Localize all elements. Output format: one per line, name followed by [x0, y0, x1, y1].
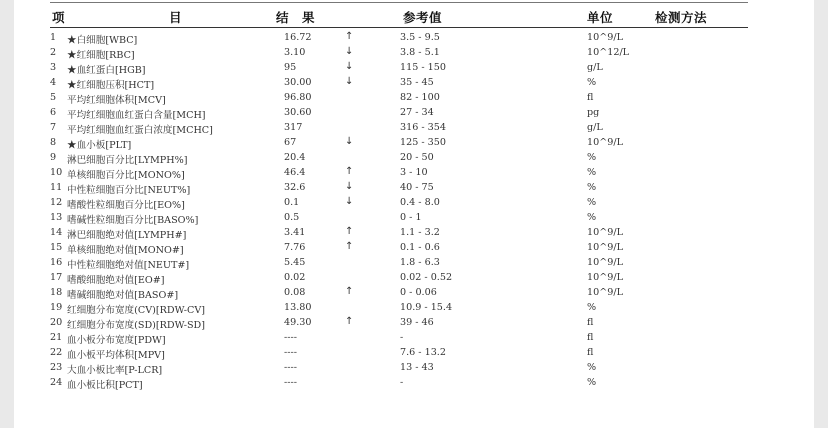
table-row [14, 301, 814, 316]
test-unit: fl [587, 332, 594, 343]
test-result: 0.08 [284, 287, 306, 298]
abnormal-flag: ↓ [345, 46, 354, 57]
test-result: 95 [284, 62, 297, 73]
test-name: 淋巴细胞百分比[LYMPH%] [67, 155, 188, 166]
test-unit: % [587, 167, 597, 178]
test-name: ★白细胞[WBC] [67, 35, 138, 46]
table-row [14, 316, 814, 331]
reference-range: 39 - 46 [400, 317, 434, 328]
test-unit: % [587, 152, 597, 163]
report-page [14, 0, 814, 428]
abnormal-flag: ↑ [345, 316, 354, 327]
row-number: 18 [50, 287, 63, 298]
header-item: 项 目 [52, 10, 183, 25]
row-number: 16 [50, 257, 63, 268]
abnormal-flag: ↑ [345, 286, 354, 297]
row-number: 9 [50, 152, 57, 163]
test-result: 5.45 [284, 257, 306, 268]
test-result: 0.5 [284, 212, 300, 223]
test-name: 平均红细胞血红蛋白浓度[MCHC] [67, 125, 213, 136]
test-unit: % [587, 302, 597, 313]
table-row [14, 91, 814, 106]
row-number: 6 [50, 107, 57, 118]
reference-range: 0.02 - 0.52 [400, 272, 453, 283]
table-row [14, 196, 814, 211]
reference-range: 0.4 - 8.0 [400, 197, 440, 208]
test-name: 中性粒细胞百分比[NEUT%] [67, 185, 191, 196]
test-result: 32.6 [284, 182, 306, 193]
reference-range: 40 - 75 [400, 182, 434, 193]
header-method: 检测方法 [655, 10, 708, 25]
test-result: 96.80 [284, 92, 312, 103]
row-number: 13 [50, 212, 63, 223]
reference-range: 3.5 - 9.5 [400, 32, 440, 43]
test-unit: % [587, 77, 597, 88]
test-unit: % [587, 362, 597, 373]
table-row [14, 256, 814, 271]
row-number: 4 [50, 77, 57, 88]
test-name: 单核细胞百分比[MONO%] [67, 170, 185, 181]
row-number: 22 [50, 347, 63, 358]
row-number: 17 [50, 272, 63, 283]
test-name: 平均红细胞体积[MCV] [67, 95, 166, 106]
test-result: 7.76 [284, 242, 306, 253]
row-number: 14 [50, 227, 63, 238]
test-name: 平均红细胞血红蛋白含量[MCH] [67, 110, 206, 121]
test-name: 嗜碱性粒细胞百分比[BASO%] [67, 215, 199, 226]
row-number: 23 [50, 362, 63, 373]
header-reference: 参考值 [403, 10, 443, 25]
reference-range: 0.1 - 0.6 [400, 242, 440, 253]
test-name: 嗜酸性粒细胞百分比[EO%] [67, 200, 185, 211]
reference-range: 20 - 50 [400, 152, 434, 163]
abnormal-flag: ↑ [345, 241, 354, 252]
test-name: 血小板比积[PCT] [67, 380, 143, 391]
test-name: 血小板平均体积[MPV] [67, 350, 165, 361]
reference-range: 0 - 0.06 [400, 287, 437, 298]
table-row [14, 31, 814, 46]
row-number: 11 [50, 182, 63, 193]
test-name: 嗜碱细胞绝对值[BASO#] [67, 290, 179, 301]
abnormal-flag: ↑ [345, 166, 354, 177]
header-result: 结 果 [276, 10, 316, 25]
table-row [14, 361, 814, 376]
row-number: 20 [50, 317, 63, 328]
test-name: ★血红蛋白[HGB] [67, 65, 146, 76]
table-row [14, 331, 814, 346]
test-name: 中性粒细胞绝对值[NEUT#] [67, 260, 190, 271]
table-row [14, 346, 814, 361]
table-row [14, 271, 814, 286]
reference-range: 316 - 354 [400, 122, 446, 133]
test-unit: 10^9/L [587, 257, 623, 268]
test-name: ★红细胞压积[HCT] [67, 80, 155, 91]
test-result: ---- [284, 347, 297, 358]
header-unit: 单位 [587, 10, 614, 25]
table-row [14, 376, 814, 391]
reference-range: 3 - 10 [400, 167, 428, 178]
table-row [14, 211, 814, 226]
test-unit: % [587, 212, 597, 223]
test-unit: 10^9/L [587, 242, 623, 253]
test-name: 血小板分布宽度[PDW] [67, 335, 166, 346]
test-result: 13.80 [284, 302, 312, 313]
test-name: 大血小板比率[P-LCR] [67, 365, 163, 376]
test-result: 317 [284, 122, 303, 133]
table-row [14, 76, 814, 91]
test-unit: 10^9/L [587, 272, 623, 283]
test-result: 16.72 [284, 32, 312, 43]
table-row [14, 181, 814, 196]
test-result: 30.00 [284, 77, 312, 88]
test-result: 49.30 [284, 317, 312, 328]
test-unit: g/L [587, 62, 603, 73]
reference-range: 27 - 34 [400, 107, 434, 118]
test-unit: 10^12/L [587, 47, 630, 58]
test-result: 30.60 [284, 107, 312, 118]
results-table [14, 31, 814, 391]
test-unit: 10^9/L [587, 137, 623, 148]
reference-range: 10.9 - 15.4 [400, 302, 453, 313]
test-result: ---- [284, 377, 297, 388]
test-unit: g/L [587, 122, 603, 133]
reference-range: 0 - 1 [400, 212, 422, 223]
abnormal-flag: ↓ [345, 196, 354, 207]
abnormal-flag: ↓ [345, 136, 354, 147]
test-result: ---- [284, 332, 297, 343]
row-number: 7 [50, 122, 57, 133]
reference-range: 115 - 150 [400, 62, 446, 73]
test-unit: 10^9/L [587, 287, 623, 298]
test-unit: fl [587, 317, 594, 328]
test-name: 红细胞分布宽度(SD)[RDW-SD] [67, 320, 205, 331]
table-row [14, 121, 814, 136]
test-unit: fl [587, 347, 594, 358]
table-row [14, 241, 814, 256]
row-number: 15 [50, 242, 63, 253]
row-number: 8 [50, 137, 57, 148]
test-unit: fl [587, 92, 594, 103]
test-name: ★血小板[PLT] [67, 140, 132, 151]
test-result: 3.41 [284, 227, 306, 238]
test-name: 单核细胞绝对值[MONO#] [67, 245, 184, 256]
reference-range: 3.8 - 5.1 [400, 47, 440, 58]
row-number: 19 [50, 302, 63, 313]
row-number: 5 [50, 92, 57, 103]
test-result: 0.02 [284, 272, 306, 283]
abnormal-flag: ↓ [345, 61, 354, 72]
table-row [14, 166, 814, 181]
reference-range: 35 - 45 [400, 77, 434, 88]
table-row [14, 286, 814, 301]
abnormal-flag: ↓ [345, 181, 354, 192]
top-rule [50, 2, 748, 3]
abnormal-flag: ↑ [345, 31, 354, 42]
reference-range: 7.6 - 13.2 [400, 347, 446, 358]
test-unit: % [587, 182, 597, 193]
reference-range: - [400, 377, 404, 388]
test-name: 嗜酸细胞绝对值[EO#] [67, 275, 165, 286]
row-number: 10 [50, 167, 63, 178]
row-number: 12 [50, 197, 63, 208]
test-name: 红细胞分布宽度(CV)[RDW-CV] [67, 305, 205, 316]
test-unit: pg [587, 107, 600, 118]
reference-range: 1.8 - 6.3 [400, 257, 440, 268]
reference-range: 1.1 - 3.2 [400, 227, 440, 238]
reference-range: - [400, 332, 404, 343]
table-row [14, 226, 814, 241]
row-number: 24 [50, 377, 63, 388]
row-number: 2 [50, 47, 57, 58]
table-row [14, 136, 814, 151]
test-name: 淋巴细胞绝对值[LYMPH#] [67, 230, 187, 241]
reference-range: 13 - 43 [400, 362, 434, 373]
test-result: 20.4 [284, 152, 306, 163]
test-name: ★红细胞[RBC] [67, 50, 135, 61]
test-result: 0.1 [284, 197, 300, 208]
reference-range: 82 - 100 [400, 92, 440, 103]
test-result: 46.4 [284, 167, 306, 178]
abnormal-flag: ↓ [345, 76, 354, 87]
table-row [14, 46, 814, 61]
row-number: 1 [50, 32, 57, 43]
row-number: 21 [50, 332, 63, 343]
test-unit: % [587, 197, 597, 208]
test-unit: 10^9/L [587, 227, 623, 238]
abnormal-flag: ↑ [345, 226, 354, 237]
test-result: ---- [284, 362, 297, 373]
test-result: 67 [284, 137, 297, 148]
test-unit: 10^9/L [587, 32, 623, 43]
table-row [14, 61, 814, 76]
test-unit: % [587, 377, 597, 388]
table-row [14, 106, 814, 121]
reference-range: 125 - 350 [400, 137, 446, 148]
test-result: 3.10 [284, 47, 306, 58]
header-rule [50, 27, 748, 28]
row-number: 3 [50, 62, 57, 73]
table-row [14, 151, 814, 166]
